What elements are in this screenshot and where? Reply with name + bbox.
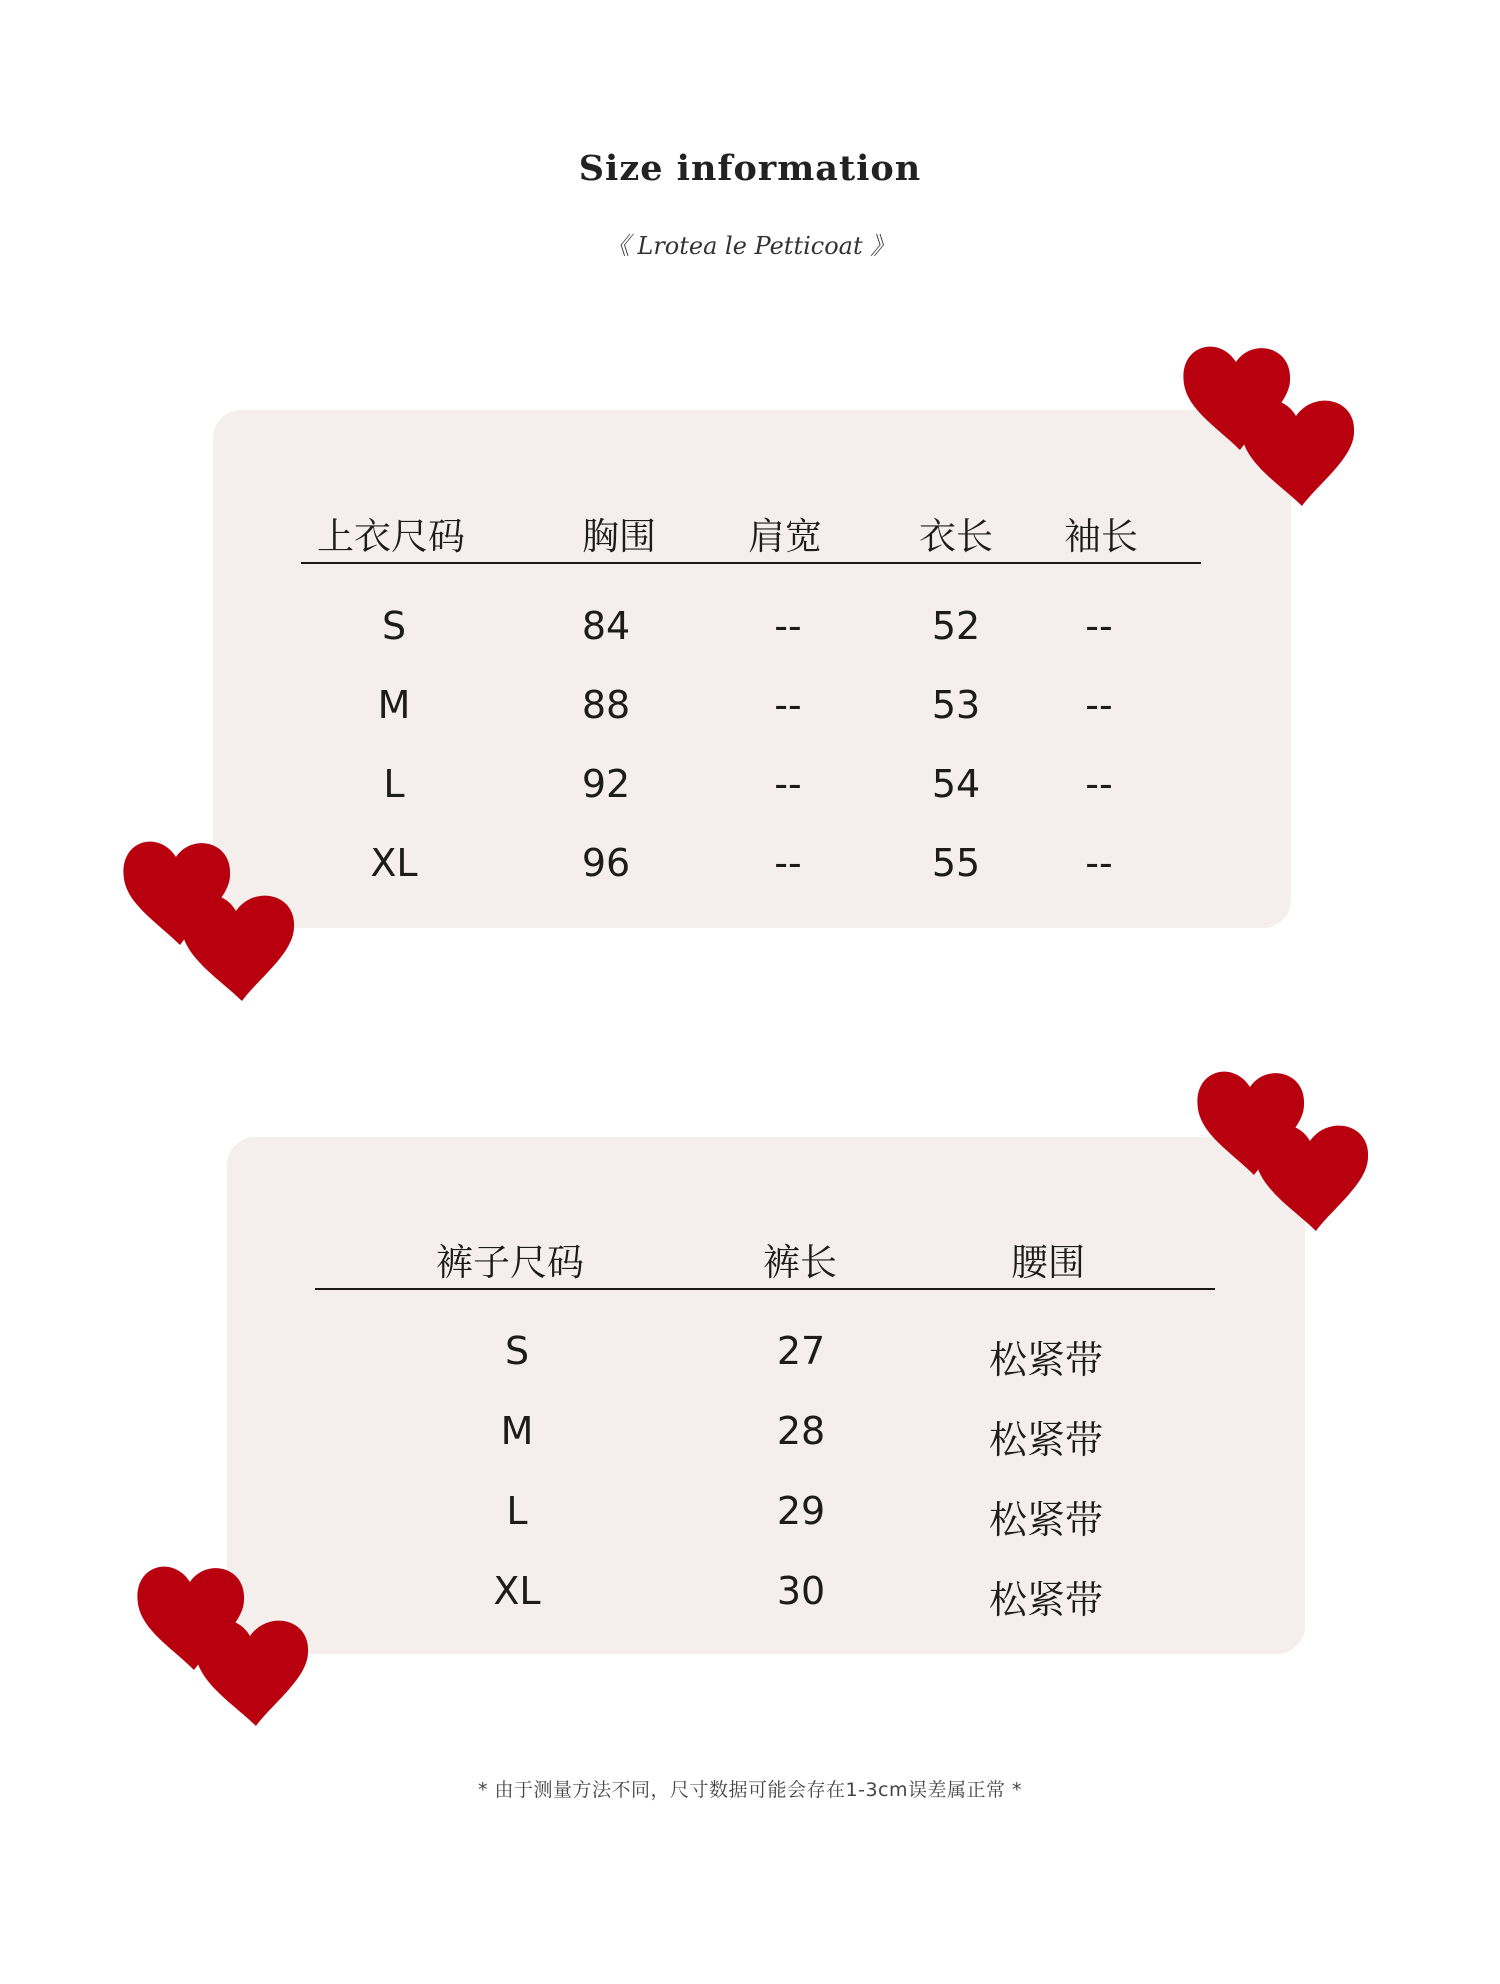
column-header: 裤长 xyxy=(763,1241,837,1284)
table-cell: 松紧带 xyxy=(988,1498,1104,1542)
table-cell: 88 xyxy=(581,683,631,727)
table-cell: XL xyxy=(493,1569,541,1613)
table-cell: -- xyxy=(774,604,802,648)
heart-icon xyxy=(1192,1065,1392,1240)
top-size-card xyxy=(213,410,1291,928)
table-cell: -- xyxy=(1085,841,1113,885)
table-cell: 松紧带 xyxy=(988,1418,1104,1462)
table-cell: S xyxy=(504,1329,530,1373)
heart-icon xyxy=(1178,340,1378,515)
table-cell: 30 xyxy=(776,1569,826,1613)
table-cell: 52 xyxy=(931,604,981,648)
heart-icon xyxy=(132,1560,332,1735)
brand-subtitle: 《 Lrotea le Petticoat 》 xyxy=(605,232,895,260)
table-cell: M xyxy=(377,683,411,727)
table-cell: 55 xyxy=(931,841,981,885)
column-header: 腰围 xyxy=(1011,1241,1085,1284)
table-cell: -- xyxy=(774,841,802,885)
table-cell: L xyxy=(383,762,405,806)
table-cell: -- xyxy=(774,683,802,727)
column-header: 胸围 xyxy=(582,515,656,558)
table-cell: 松紧带 xyxy=(988,1338,1104,1382)
table-cell: 84 xyxy=(581,604,631,648)
table-cell: 27 xyxy=(776,1329,826,1373)
table-cell: 54 xyxy=(931,762,981,806)
table-cell: -- xyxy=(1085,683,1113,727)
table-cell: 53 xyxy=(931,683,981,727)
bottom-size-card xyxy=(227,1137,1305,1654)
table-cell: -- xyxy=(1085,762,1113,806)
measurement-footnote: * 由于测量方法不同，尺寸数据可能会存在1-3cm误差属正常 * xyxy=(477,1779,1023,1801)
table-cell: L xyxy=(506,1489,528,1533)
table-cell: XL xyxy=(370,841,418,885)
header-divider xyxy=(301,562,1201,564)
bottom-size-table xyxy=(227,1137,1305,1654)
column-header: 上衣尺码 xyxy=(317,515,465,558)
column-header: 肩宽 xyxy=(748,515,822,558)
table-cell: -- xyxy=(774,762,802,806)
page-title: Size information xyxy=(578,148,922,189)
header-divider xyxy=(315,1288,1215,1290)
column-header: 衣长 xyxy=(919,515,993,558)
top-size-table xyxy=(213,410,1291,928)
table-cell: -- xyxy=(1085,604,1113,648)
table-cell: S xyxy=(381,604,407,648)
heart-icon xyxy=(118,835,318,1010)
table-cell: 28 xyxy=(776,1409,826,1453)
column-header: 袖长 xyxy=(1064,515,1138,558)
table-cell: 松紧带 xyxy=(988,1578,1104,1622)
table-cell: 92 xyxy=(581,762,631,806)
column-header: 裤子尺码 xyxy=(436,1241,584,1284)
table-cell: 29 xyxy=(776,1489,826,1533)
table-cell: M xyxy=(500,1409,534,1453)
table-cell: 96 xyxy=(581,841,631,885)
